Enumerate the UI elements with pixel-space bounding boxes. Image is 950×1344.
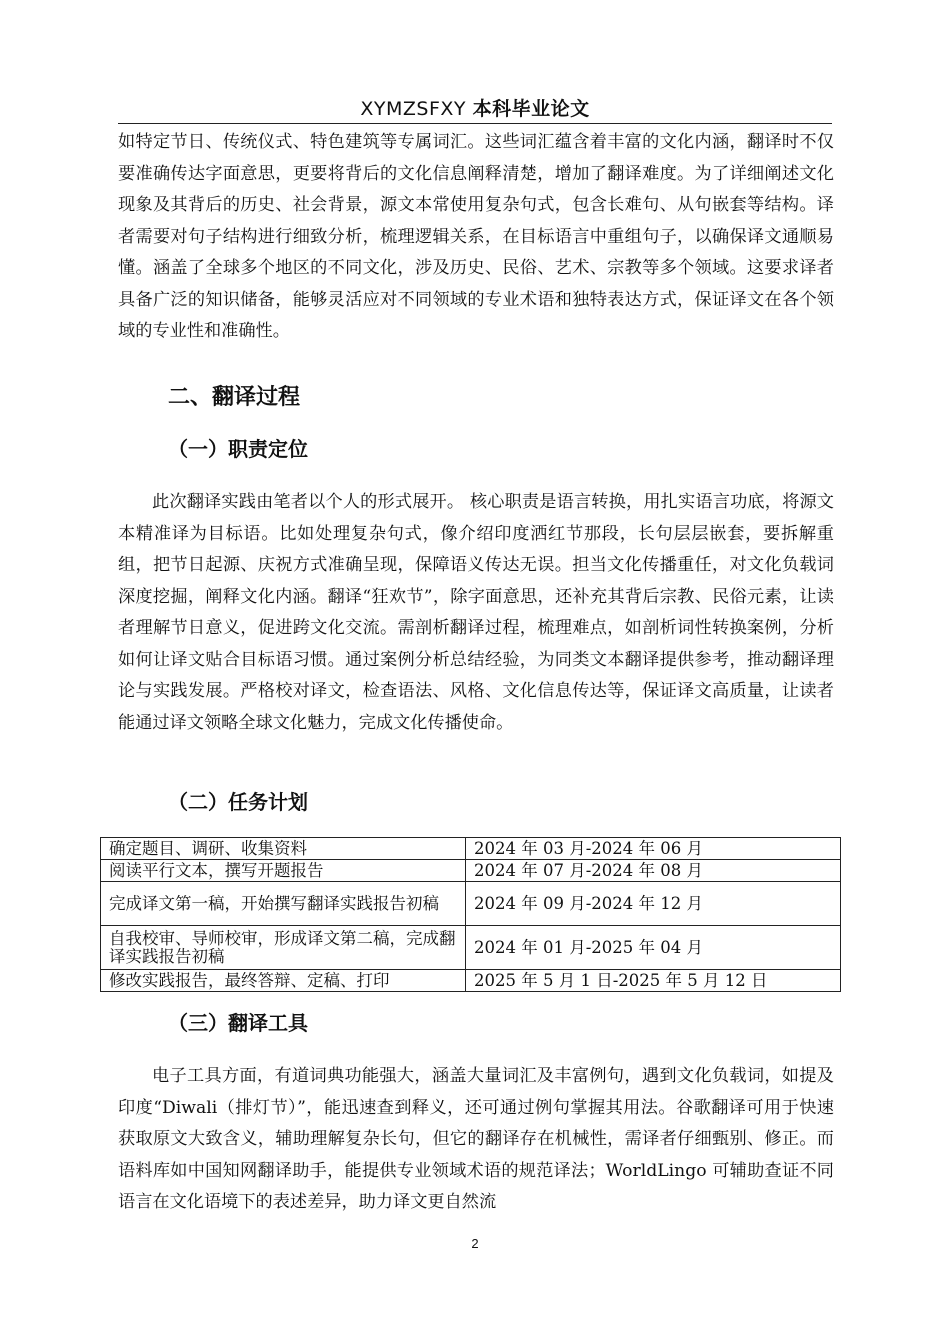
role-paragraph: 此次翻译实践由笔者以个人的形式展开。 核心职责是语言转换，用扎实语言功底，将源文本精准译为目标语。比如处理复杂句式，像介绍印度洒红节那段，长句层层嵌套，要拆解重组，把节日起源、庆祝方式准确呈现，保障语义传达无误。担当文化传播重任，对文化负载词深度挖掘，阐释文化内涵。翻译“狂欢节”，除字面意思，还补充其背后宗教、民俗元素，让读者理解节日意义，促进跨文化交流。需剖析翻译过程，梳理难点，如剖析词性转换案例，分析如何让译文贴合目标语习惯。通过案例分析总结经验，为同类文本翻译提供参考，推动翻译理论与实践发展。严格校对译文，检查语法、风格、文化信息传达等，保证译文高质量，让读者能通过译文领略全球文化魅力，完成文化传播使命。 [118, 492, 834, 733]
subheading-plan: （二）任务计划 [168, 790, 308, 814]
task-cell: 确定题目、调研、收集资料 [101, 838, 466, 860]
table-row [101, 926, 841, 970]
section-heading: 二、翻译过程 [168, 385, 301, 410]
table-row [101, 860, 841, 882]
task-cell: 修改实践报告，最终答辩、定稿、打印 [101, 970, 466, 992]
period-cell: 2024 年 09 月-2024 年 12 月 [466, 882, 841, 926]
page-header [118, 94, 832, 121]
subheading-role: （一）职责定位 [168, 437, 308, 461]
period-cell: 2025 年 5 月 1 日-2025 年 5 月 12 日 [466, 970, 841, 992]
intro-paragraph: 如特定节日、传统仪式、特色建筑等专属词汇。这些词汇蕴含着丰富的文化内涵，翻译时不仅要准确传达字面意思，更要将背后的文化信息阐释清楚，增加了翻译难度。为了详细阐述文化现象及其背后的历史、社会背景，源文本常使用复杂句式，包含长难句、从句嵌套等结构。译者需要对句子结构进行细致分析，梳理逻辑关系，在目标语言中重组句子，以确保译文通顺易懂。涵盖了全球多个地区的不同文化，涉及历史、民俗、艺术、宗教等多个领域。这要求译者具备广泛的知识储备，能够灵活应对不同领域的专业术语和独特表达方式，保证译文在各个领域的专业性和准确性。 [118, 132, 834, 341]
tools-paragraph: 电子工具方面，有道词典功能强大，涵盖大量词汇及丰富例句，遇到文化负载词，如提及印度“Diwali（排灯节）”，能迅速查到释义，还可通过例句掌握其用法。谷歌翻译可用于快速获取原文大致含义，辅助理解复杂长句，但它的翻译存在机械性，需译者仔细甄别、修正。而语料库如中国知网翻译助手，能提供专业领域术语的规范译法；WorldLingo 可辅助查证不同语言在文化语境下的表述差异，助力译文更自然流 [118, 1066, 834, 1212]
task-cell: 自我校审、导师校审，形成译文第二稿，完成翻译实践报告初稿 [101, 926, 466, 970]
header-title: 本科毕业论文 [472, 98, 590, 120]
task-cell: 阅读平行文本，撰写开题报告 [101, 860, 466, 882]
header-code: XYMZSFXY [360, 98, 467, 120]
subheading-tools: （三）翻译工具 [168, 1011, 308, 1035]
task-plan-table [100, 837, 841, 992]
period-cell: 2024 年 03 月-2024 年 06 月 [466, 838, 841, 860]
task-cell: 完成译文第一稿，开始撰写翻译实践报告初稿 [101, 882, 466, 926]
table-row [101, 838, 841, 860]
table-row [101, 970, 841, 992]
table-row [101, 882, 841, 926]
page-number: 2 [471, 1236, 479, 1251]
period-cell: 2024 年 07 月-2024 年 08 月 [466, 860, 841, 882]
period-cell: 2024 年 01 月-2025 年 04 月 [466, 926, 841, 970]
header-rule [118, 123, 832, 124]
